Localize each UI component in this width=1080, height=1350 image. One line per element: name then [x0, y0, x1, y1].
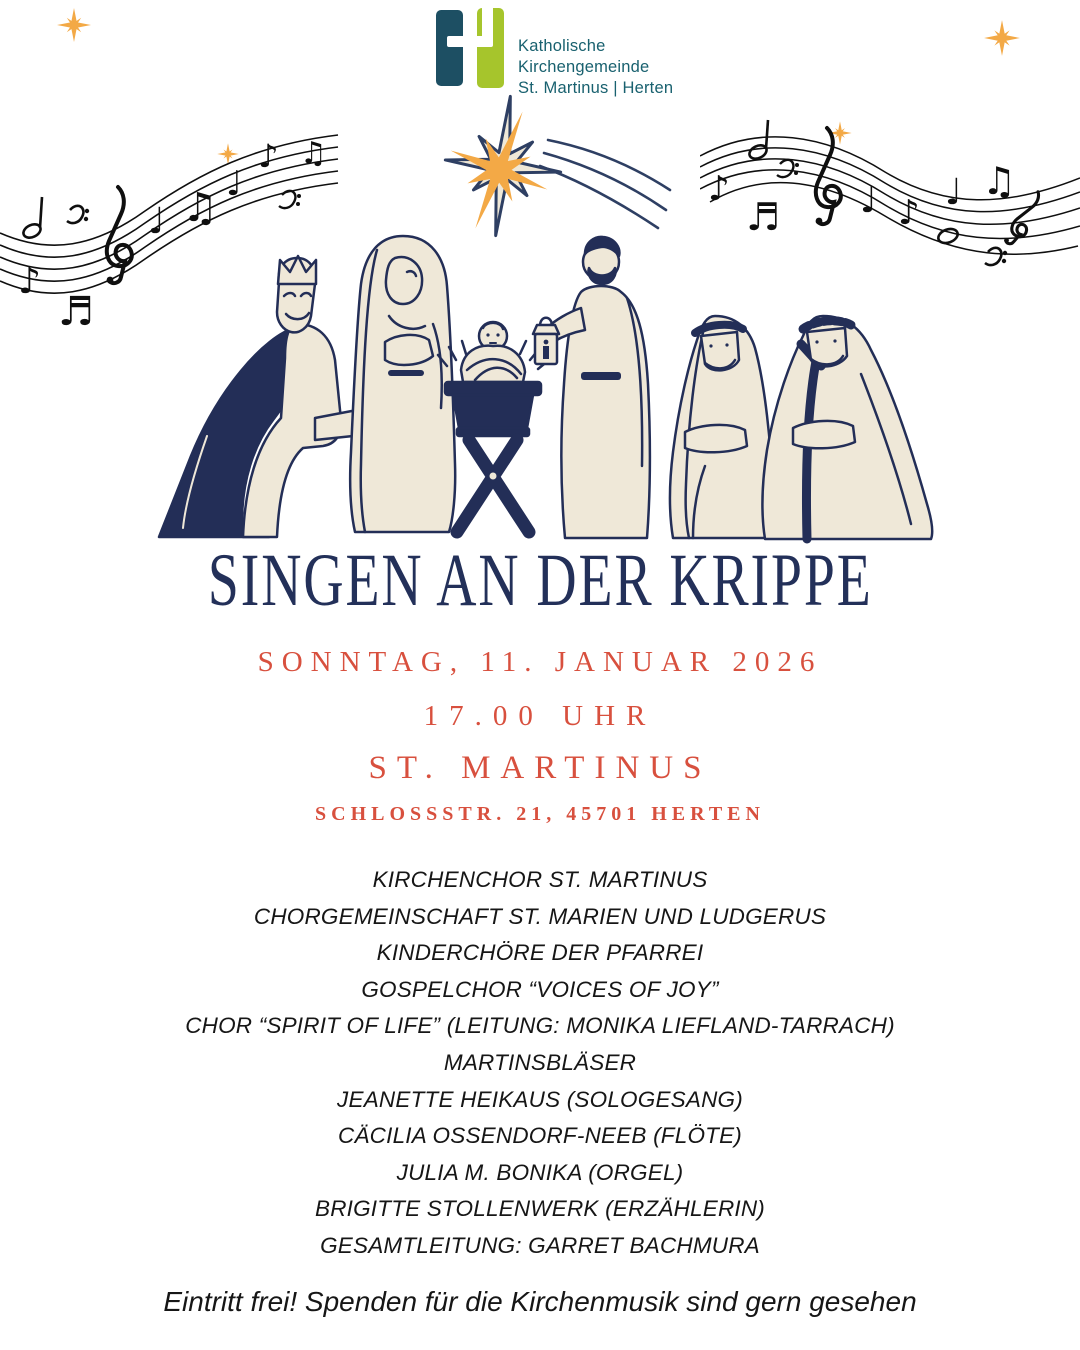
event-time: 17.00 UHR: [423, 700, 657, 732]
svg-text:♪: ♪: [258, 137, 279, 175]
parish-name: [518, 8, 673, 99]
event-date: SONNTAG, 11. JANUAR 2026: [257, 646, 823, 678]
svg-text:♬: ♬: [58, 289, 94, 335]
performer-line: GOSPELCHOR “VOICES OF JOY”: [361, 976, 719, 1002]
performer-line: KINDERCHÖRE DER PFARREI: [376, 940, 704, 966]
performer-line: CÄCILIA OSSENDORF-NEEB (FLÖTE): [338, 1123, 742, 1149]
svg-text:♩: ♩: [860, 180, 877, 221]
event-venue: ST. MARTINUS: [368, 750, 712, 786]
performer-line: CHOR “SPIRIT OF LIFE” (LEITUNG: MONIKA LIEFLAND-TARRACH): [185, 1013, 895, 1039]
performer-line: CHORGEMEINSCHAFT ST. MARIEN UND LUDGERUS: [253, 903, 827, 929]
joseph-figure: [533, 237, 650, 538]
parish-logo: [436, 8, 673, 99]
nativity-scene: [145, 224, 935, 544]
svg-text:♫: ♫: [982, 159, 1017, 203]
svg-text:♬: ♬: [746, 195, 781, 239]
svg-text:♪: ♪: [18, 261, 41, 302]
svg-text:♪: ♪: [898, 193, 920, 233]
lantern-icon: [533, 318, 559, 364]
bass-clef-icon: [777, 160, 799, 177]
performer-line: JEANETTE HEIKAUS (SOLOGESANG): [337, 1086, 743, 1112]
performer-line: JULIA M. BONIKA (ORGEL): [396, 1159, 684, 1185]
svg-text:♪: ♪: [708, 169, 730, 209]
shepherd-figure-2: [763, 316, 933, 539]
sparkle-star-icon: [982, 18, 1022, 58]
svg-text:♩: ♩: [945, 172, 962, 213]
svg-text:♫: ♫: [182, 185, 218, 231]
page-title: SINGEN AN DER KRIPPE: [207, 537, 873, 622]
bass-clef-icon: [67, 206, 89, 223]
king-figure: [159, 256, 371, 537]
performer-line: GESAMTLEITUNG: GARRET BACHMURA: [320, 1232, 760, 1258]
cross-logo-icon: [436, 8, 506, 90]
performer-line: BRIGITTE STOLLENWERK (ERZÄHLERIN): [315, 1196, 765, 1222]
sparkle-star-icon: [55, 6, 93, 44]
performer-line: KIRCHENCHOR ST. MARTINUS: [372, 867, 708, 892]
half-note-icon: [747, 120, 768, 161]
performers-list: [0, 862, 1080, 1265]
shepherd-figure-1: [670, 316, 773, 538]
parish-name-line2: Kirchengemeinde: [518, 58, 650, 76]
event-address: SCHLOSSSTR. 21, 45701 HERTEN: [315, 803, 765, 825]
admission-note: Eintritt frei! Spenden für die Kirchenmusik sind gern gesehen: [163, 1286, 917, 1317]
bass-clef-icon: [279, 191, 301, 208]
svg-text:♩: ♩: [148, 201, 165, 242]
parish-name-line3: St. Martinus | Herten: [518, 79, 674, 97]
treble-clef-icon: [107, 187, 132, 283]
parish-name-line1: Katholische: [518, 37, 606, 55]
bass-clef-icon: [985, 248, 1007, 265]
performer-line: MARTINSBLÄSER: [443, 1049, 637, 1075]
svg-text:♫: ♫: [300, 136, 327, 171]
mary-figure: [350, 236, 455, 532]
svg-text:♩: ♩: [226, 164, 243, 204]
half-note-icon: [21, 197, 42, 240]
